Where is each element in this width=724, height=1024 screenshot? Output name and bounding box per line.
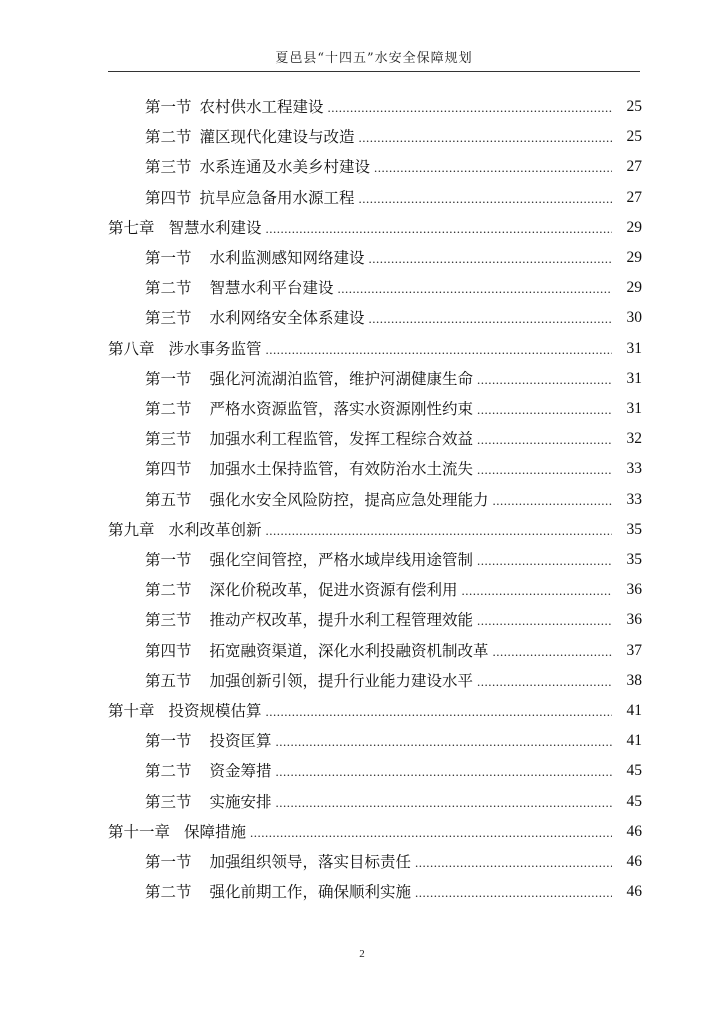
- toc-entry-number: 第二节: [145, 762, 192, 781]
- toc-dot-leader: [369, 244, 612, 274]
- toc-entry-number: 第三节: [145, 158, 192, 177]
- toc-entry-title: 涉水事务监管: [168, 339, 262, 358]
- toc-entry-page: 45: [626, 787, 643, 817]
- toc-section-entry[interactable]: [145, 485, 642, 515]
- toc-entry-page: 36: [626, 605, 643, 635]
- toc-entry-number: 第四节: [145, 188, 192, 207]
- toc-dot-leader: [477, 606, 612, 636]
- toc-entry-number: 第四节: [145, 460, 192, 479]
- toc-entry-number: 第五节: [145, 490, 192, 509]
- toc-section-entry[interactable]: [145, 726, 642, 756]
- page-number: 2: [359, 948, 365, 960]
- toc-entry-page: 46: [626, 847, 643, 877]
- toc-dot-leader: [477, 425, 612, 455]
- toc-entry-title: 拓宽融资渠道，深化水利投融资机制改革: [209, 641, 489, 660]
- toc-section-entry[interactable]: [145, 787, 642, 817]
- toc-section-entry[interactable]: [145, 636, 642, 666]
- toc-entry-title: 资金筹措: [209, 762, 272, 781]
- toc-dot-leader: [374, 153, 612, 183]
- toc-dot-leader: [266, 516, 612, 546]
- toc-entry-number: 第五节: [145, 671, 192, 690]
- toc-entry-page: 46: [626, 877, 643, 907]
- toc-section-entry[interactable]: [145, 545, 642, 575]
- toc-entry-title: 灌区现代化建设与改造: [199, 128, 355, 147]
- toc-entry-title: 强化前期工作，确保顺利实施: [209, 883, 412, 902]
- toc-entry-page: 36: [626, 575, 643, 605]
- toc-entry-number: 第三节: [145, 611, 192, 630]
- toc-dot-leader: [477, 667, 612, 697]
- toc-entry-page: 30: [626, 303, 643, 333]
- toc-entry-page: 35: [626, 545, 643, 575]
- toc-chapter-entry[interactable]: [108, 334, 642, 364]
- toc-dot-leader: [266, 335, 612, 365]
- toc-entry-number: 第八章: [108, 339, 155, 358]
- toc-entry-title: 农村供水工程建设: [199, 98, 324, 116]
- toc-entry-page: 27: [626, 152, 643, 182]
- toc-entry-page: 45: [626, 756, 643, 786]
- toc-entry-page: 31: [626, 394, 643, 424]
- toc-entry-page: 35: [626, 515, 643, 545]
- toc-section-entry[interactable]: [145, 394, 642, 424]
- toc-dot-leader: [493, 637, 612, 667]
- toc-section-entry[interactable]: [145, 575, 642, 605]
- toc-dot-leader: [338, 274, 612, 304]
- toc-section-entry[interactable]: [145, 92, 642, 122]
- running-header: 夏邑县“十四五”水安全保障规划: [275, 51, 473, 66]
- toc-section-entry[interactable]: [145, 183, 642, 213]
- toc-dot-leader: [477, 546, 612, 576]
- toc-section-entry[interactable]: [145, 122, 642, 152]
- toc-entry-title: 强化空间管控，严格水域岸线用途管制: [209, 551, 474, 569]
- toc-entry-title: 加强组织领导，落实目标责任: [209, 853, 412, 871]
- toc-entry-number: 第七章: [108, 218, 155, 237]
- toc-entry-title: 投资匡算: [209, 732, 272, 751]
- toc-section-entry[interactable]: [145, 666, 642, 696]
- toc-entry-title: 严格水资源监管，落实水资源刚性约束: [209, 400, 474, 418]
- toc-entry-number: 第三节: [145, 430, 192, 449]
- toc-dot-leader: [276, 788, 612, 818]
- toc-entry-title: 强化水安全风险防控，提高应急处理能力: [209, 490, 489, 509]
- toc-dot-leader: [415, 878, 612, 908]
- toc-entry-title: 深化价税改革，促进水资源有偿利用: [209, 581, 458, 600]
- toc-entry-title: 加强创新引领，提升行业能力建设水平: [209, 671, 474, 690]
- toc-entry-page: 25: [626, 92, 643, 122]
- toc-entry-page: 29: [626, 273, 643, 303]
- toc-entry-page: 29: [626, 243, 643, 273]
- toc-chapter-entry[interactable]: [108, 817, 642, 847]
- toc-section-entry[interactable]: [145, 847, 642, 877]
- toc-dot-leader: [328, 93, 612, 123]
- toc-dot-leader: [266, 214, 612, 244]
- toc-dot-leader: [477, 365, 612, 395]
- toc-entry-title: 智慧水利建设: [168, 218, 262, 237]
- toc-entry-page: 33: [626, 454, 643, 484]
- toc-entry-title: 加强水土保持监管，有效防治水土流失: [209, 460, 474, 479]
- toc-entry-title: 保障措施: [184, 822, 247, 841]
- toc-entry-title: 水利网络安全体系建设: [209, 309, 365, 328]
- header-rule: [108, 71, 640, 72]
- toc-section-entry[interactable]: [145, 273, 642, 303]
- toc-entry-number: 第一节: [145, 732, 192, 751]
- toc-entry-number: 第十一章: [108, 822, 171, 841]
- toc-entry-title: 水利改革创新: [168, 520, 262, 539]
- toc-entry-title: 智慧水利平台建设: [209, 279, 334, 298]
- toc-section-entry[interactable]: [145, 424, 642, 454]
- toc-section-entry[interactable]: [145, 303, 642, 333]
- toc-dot-leader: [369, 304, 612, 334]
- toc-entry-title: 抗旱应急备用水源工程: [199, 188, 355, 207]
- toc-dot-leader: [266, 697, 612, 727]
- toc-dot-leader: [415, 848, 612, 878]
- toc-entry-number: 第一节: [145, 853, 192, 871]
- toc-entry-page: 31: [626, 364, 643, 394]
- toc-entry-number: 第二节: [145, 400, 192, 418]
- toc-entry-page: 46: [626, 817, 643, 847]
- toc-dot-leader: [359, 123, 612, 153]
- toc-dot-leader: [250, 818, 612, 848]
- toc-dot-leader: [477, 455, 612, 485]
- toc-entry-number: 第四节: [145, 641, 192, 660]
- toc-entry-page: 41: [626, 696, 643, 726]
- toc-section-entry[interactable]: [145, 243, 642, 273]
- toc-chapter-entry[interactable]: [108, 696, 642, 726]
- toc-section-entry[interactable]: [145, 454, 642, 484]
- toc-section-entry[interactable]: [145, 364, 642, 394]
- toc-dot-leader: [477, 395, 612, 425]
- toc-entry-page: 38: [626, 666, 643, 696]
- toc-entry-page: 41: [626, 726, 643, 756]
- toc-entry-title: 加强水利工程监管，发挥工程综合效益: [209, 430, 474, 449]
- toc-section-entry[interactable]: [145, 877, 642, 907]
- toc-entry-page: 37: [626, 636, 643, 666]
- toc-entry-number: 第二节: [145, 279, 192, 298]
- toc-entry-number: 第二节: [145, 581, 192, 600]
- toc-dot-leader: [276, 757, 612, 787]
- toc-entry-number: 第一节: [145, 249, 192, 267]
- toc-entry-title: 水利监测感知网络建设: [209, 249, 365, 267]
- toc-entry-title: 推动产权改革，提升水利工程管理效能: [209, 611, 474, 630]
- toc-dot-leader: [493, 486, 612, 516]
- toc-entry-number: 第三节: [145, 792, 192, 811]
- toc-entry-number: 第一节: [145, 98, 192, 116]
- toc-entry-title: 水系连通及水美乡村建设: [199, 158, 371, 177]
- toc-dot-leader: [462, 576, 612, 606]
- toc-dot-leader: [276, 727, 612, 757]
- toc-entry-number: 第一节: [145, 369, 192, 388]
- toc-entry-page: 27: [626, 183, 643, 213]
- toc-entry-number: 第二节: [145, 883, 192, 902]
- toc-section-entry[interactable]: [145, 152, 642, 182]
- toc-entry-number: 第十章: [108, 702, 155, 720]
- toc-entry-number: 第三节: [145, 309, 192, 328]
- toc-entry-number: 第二节: [145, 128, 192, 147]
- toc-entry-title: 实施安排: [209, 792, 272, 811]
- toc-entry-page: 31: [626, 334, 643, 364]
- toc-section-entry[interactable]: [145, 756, 642, 786]
- toc-entry-number: 第九章: [108, 520, 155, 539]
- toc-entry-page: 29: [626, 213, 643, 243]
- toc-entry-page: 32: [626, 424, 643, 454]
- toc-entry-page: 25: [626, 122, 643, 152]
- toc-chapter-entry[interactable]: [108, 213, 642, 243]
- toc-section-entry[interactable]: [145, 605, 642, 635]
- toc-entry-title: 强化河流湖泊监管，维护河湖健康生命: [209, 369, 474, 388]
- toc-entry-page: 33: [626, 485, 643, 515]
- toc-chapter-entry[interactable]: [108, 515, 642, 545]
- toc-dot-leader: [359, 184, 612, 214]
- toc-entry-title: 投资规模估算: [168, 702, 262, 720]
- toc-entry-number: 第一节: [145, 551, 192, 569]
